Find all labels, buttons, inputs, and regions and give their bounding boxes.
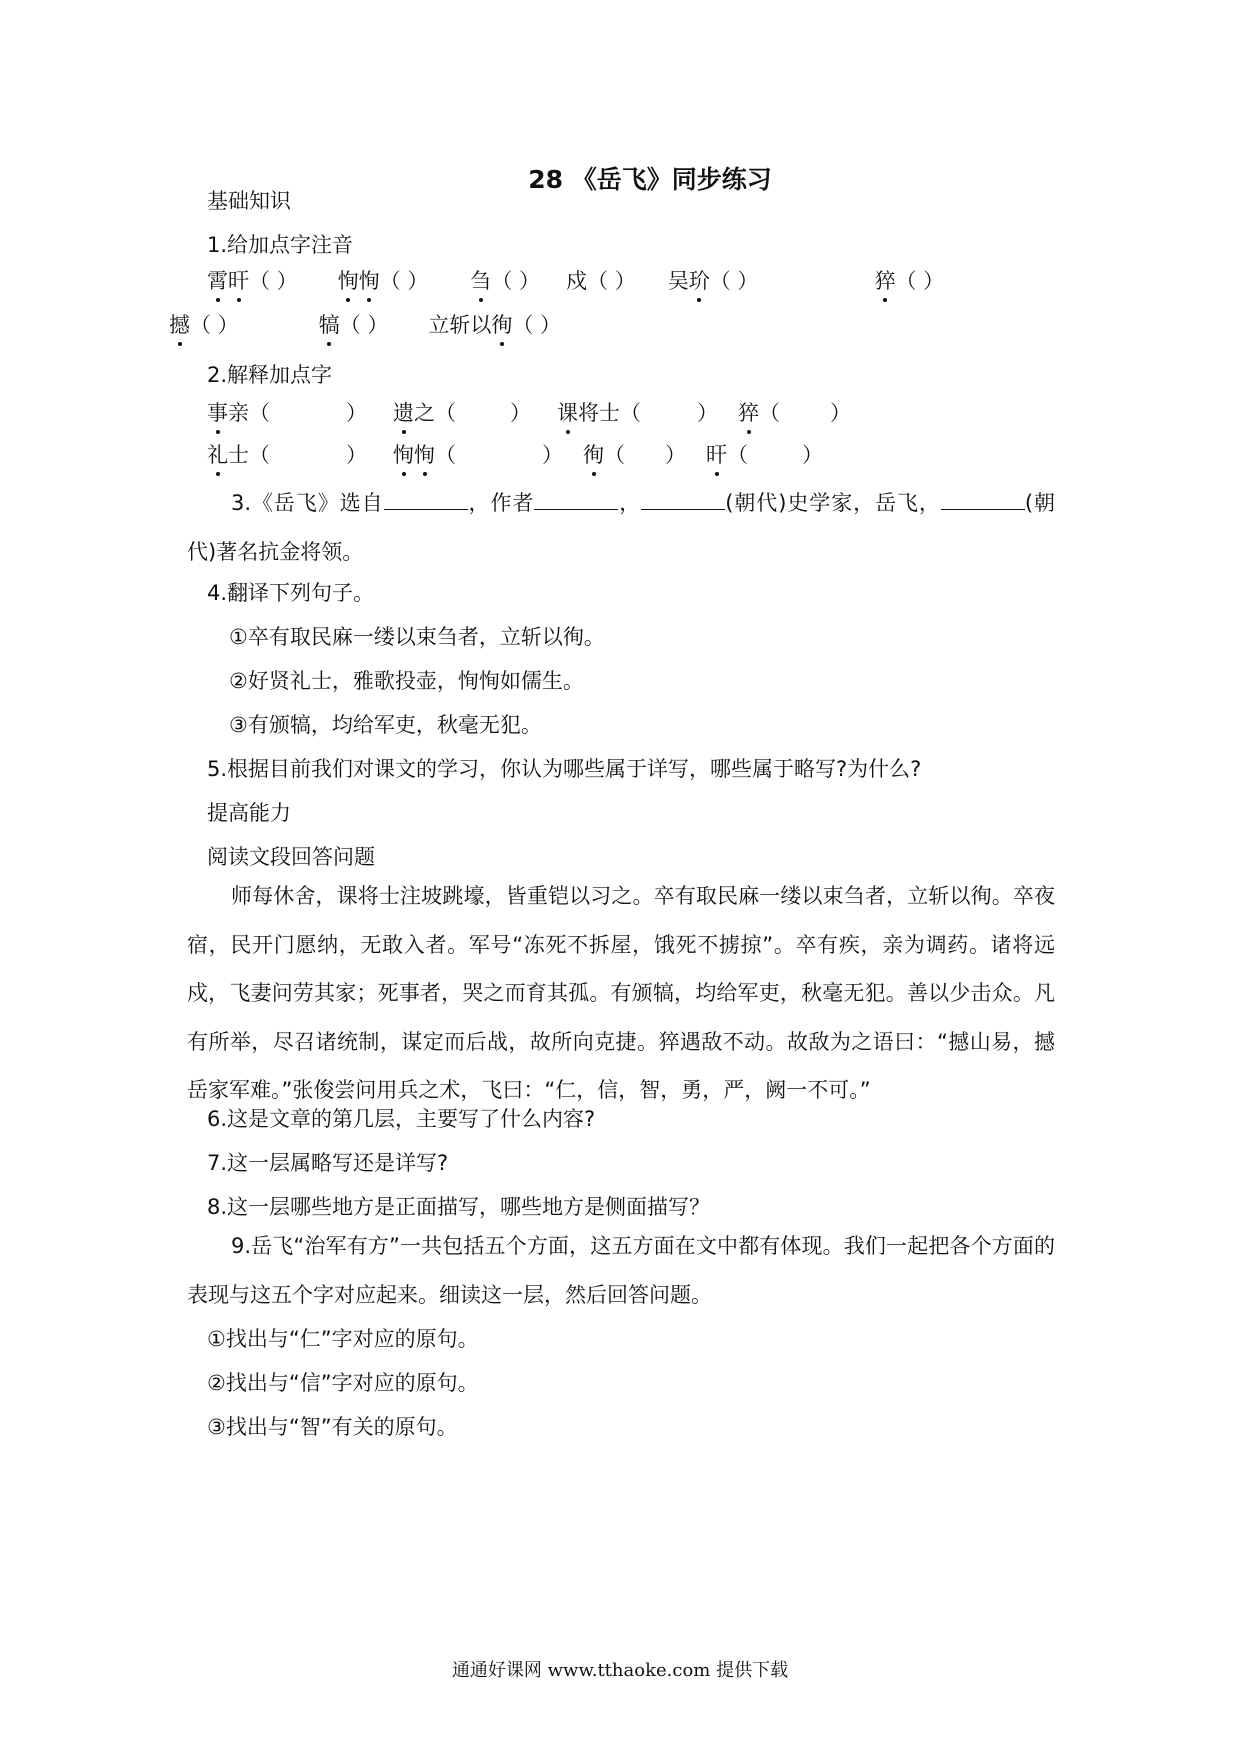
section-basic-knowledge: 基础知识	[207, 189, 291, 213]
q1-label: 1.给加点字注音	[207, 233, 354, 257]
q4-sentence-1: ①卒有取民麻一缕以束刍者，立斩以徇。	[229, 625, 605, 649]
section-improve-ability: 提高能力	[207, 801, 291, 825]
q4-label: 4.翻译下列句子。	[207, 581, 375, 605]
answer-blank[interactable]	[384, 487, 468, 510]
q4-sentence-3: ③有颁犒，均给军吏，秋毫无犯。	[229, 713, 542, 737]
q3-paragraph: 3.《岳飞》选自 ，作者 ， (朝代)史学家，岳飞， (朝代)著名抗金将领。	[187, 479, 1055, 576]
q4-sentence-2: ②好贤礼士，雅歌投壶，恂恂如儒生。	[229, 669, 584, 693]
q7-question: 7.这一层属略写还是详写?	[207, 1151, 449, 1175]
q9-sub-1: ①找出与“仁”字对应的原句。	[207, 1327, 479, 1351]
q2-label: 2.解释加点字	[207, 363, 333, 387]
reading-passage: 师每休舍，课将士注坡跳壕，皆重铠以习之。卒有取民麻一缕以束刍者，立斩以徇。卒夜宿，民开门愿纳，无敢入者。军号“冻死不拆屋，饿死不掳掠”。卒有疾，亲为调药。诸将远戍，飞妻问劳其家；死事者，哭之而育其孤。有颁犒，均给军吏，秋毫无犯。善以少击众。凡有所举，尽召诸统制，谋定而后战，故所向克捷。猝遇敌不动。故敌为之语曰：“撼山易，撼岳家军难。”张俊尝问用兵之术，飞曰：“仁，信，智，勇，严，阙一不可。”	[187, 884, 1055, 1102]
q1-row2: 撼（ ） 犒（ ） 立斩以徇（ ）	[169, 310, 561, 340]
page-footer: 通通好课网 www.tthaoke.com 提供下载	[451, 1660, 789, 1681]
q9-sub-2: ②找出与“信”字对应的原句。	[207, 1371, 479, 1395]
page-title: 28 《岳飞》同步练习	[528, 165, 772, 194]
q9-question: 9.岳飞“治军有方”一共包括五个方面，这五方面在文中都有体现。我们一起把各个方面的表现与这五个字对应起来。细读这一层，然后回答问题。	[187, 1234, 1055, 1307]
q9-sub-3: ③找出与“智”有关的原句。	[207, 1415, 458, 1439]
q2-row1: 事亲（ ） 遗之（ ） 课将士（ ） 猝（ ）	[207, 398, 851, 428]
answer-blank[interactable]	[534, 487, 618, 510]
reading-heading: 阅读文段回答问题	[207, 845, 375, 869]
q5-question: 5.根据目前我们对课文的学习，你认为哪些属于详写，哪些属于略写?为什么?	[207, 757, 922, 781]
q2-row2: 礼士（ ） 恂恂（ ） 徇（ ） 旰（ ）	[207, 440, 823, 470]
q1-row1: 霄旰（ ） 恂恂（ ） 刍（ ） 戍（ ） 吴玠（ ） 猝（ ）	[207, 266, 944, 296]
q6-question: 6.这是文章的第几层，主要写了什么内容?	[207, 1107, 596, 1131]
q8-question: 8.这一层哪些地方是正面描写，哪些地方是侧面描写？	[207, 1195, 711, 1219]
answer-blank[interactable]	[941, 487, 1025, 510]
answer-blank[interactable]	[641, 487, 725, 510]
